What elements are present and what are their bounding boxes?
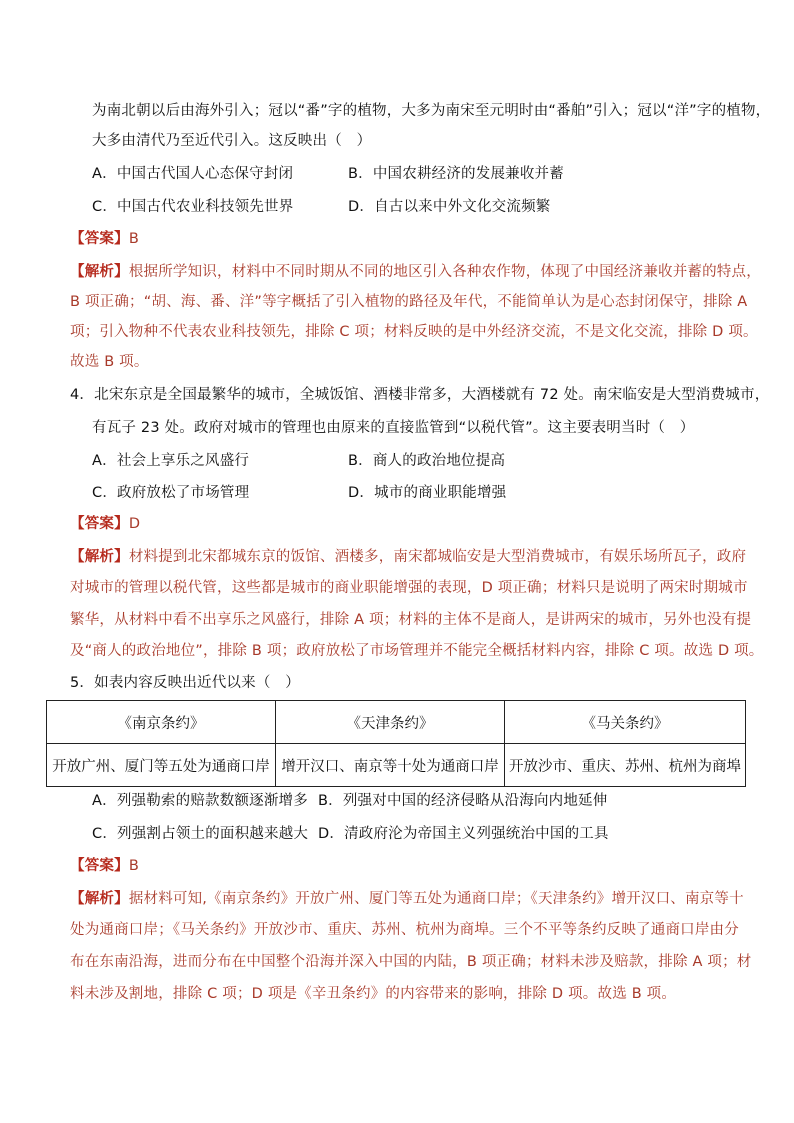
q5-analysis-line3: 布在东南沿海，进而分布在中国整个沿海并深入中国的内陆，B 项正确；材料未涉及赔款，排除 A 项；材: [70, 954, 752, 970]
answer-value: B: [128, 858, 139, 874]
answer-tag: 【答案】: [70, 858, 129, 874]
q3-stem-line1: 为南北朝以后由海外引入；冠以“番”字的植物，大多为南宋至元明时由“番舶”引入；冠以“洋”字的植物，: [92, 103, 771, 119]
treaty-table: [46, 700, 746, 787]
answer-value: B: [128, 231, 139, 247]
analysis-tag: 【解析】: [70, 891, 129, 907]
q4-stem-line1: 4．北宋东京是全国最繁华的城市，全城饭馆、酒楼非常多，大酒楼就有 72 处。南宋临安是大型消费城市，: [70, 387, 770, 403]
q4-option-a: A．社会上享乐之风盛行: [92, 453, 250, 469]
q5-option-c: C．列强割占领土的面积越来越大: [92, 826, 309, 842]
answer-tag: 【答案】: [70, 231, 129, 247]
q4-answer: [70, 514, 140, 534]
answer-value: D: [128, 516, 141, 532]
q4-option-d: D．城市的商业职能增强: [348, 485, 507, 501]
q5-answer: [70, 856, 139, 876]
q3-analysis-line3: 项；引入物种不代表农业科技领先，排除 C 项；材料反映的是中外经济交流，不是文化交流，排除 D 项。: [70, 324, 758, 340]
q3-analysis-line1: [70, 262, 761, 282]
q4-stem-line2: 有瓦子 23 处。政府对城市的管理也由原来的直接监管到“以税代管”。这主要表明当时（ ）: [92, 420, 695, 436]
q5-option-a: A．列强勒索的赔款数额逐渐增多: [92, 793, 308, 809]
q4-option-c: C．政府放松了市场管理: [92, 485, 250, 501]
table-header-cell: 《天津条约》: [276, 701, 505, 744]
q3-analysis-line2: B 项正确；“胡、海、番、洋”等字概括了引入植物的路径及年代，不能简单认为是心态封闭保守，排除 A: [70, 294, 748, 310]
table-header-row: [47, 701, 746, 744]
q5-stem: 5．如表内容反映出近代以来（ ）: [70, 675, 300, 691]
q3-analysis-line4: 故选 B 项。: [70, 354, 149, 370]
q5-analysis-line2: 处为通商口岸；《马关条约》开放沙市、重庆、苏州、杭州为商埠。三个不平等条约反映了通商口岸由分: [70, 922, 739, 938]
q3-answer: [70, 229, 139, 249]
q4-analysis-line2: 对城市的管理以税代管，这些都是城市的商业职能增强的表现，D 项正确；材料只是说明了两宋时期城市: [70, 580, 748, 596]
table-row: [47, 744, 746, 787]
q4-analysis-line4: 及“商人的政治地位”，排除 B 项；政府放松了市场管理并不能完全概括材料内容，排除 C 项。故选 D 项。: [70, 643, 764, 659]
answer-tag: 【答案】: [70, 516, 129, 532]
q4-option-b: B．商人的政治地位提高: [348, 453, 506, 469]
q3-option-b: B．中国农耕经济的发展兼收并蓄: [348, 166, 564, 182]
q5-analysis-line1: [70, 889, 744, 909]
q5-option-b: B．列强对中国的经济侵略从沿海向内地延伸: [318, 793, 608, 809]
q3-stem-line2: 大多由清代乃至近代引入。这反映出（ ）: [92, 133, 372, 149]
analysis-text: 材料提到北宋都城东京的饭馆、酒楼多，南宋都城临安是大型消费城市，有娱乐场所瓦子，政府: [128, 549, 747, 565]
q5-analysis-line4: 料未涉及割地，排除 C 项；D 项是《辛丑条约》的内容带来的影响，排除 D 项。故选 B 项。: [70, 986, 677, 1002]
analysis-text: 据材料可知,《南京条约》开放广州、厦门等五处为通商口岸；《天津条约》增开汉口、南京等十: [128, 891, 744, 907]
analysis-tag: 【解析】: [70, 549, 129, 565]
q3-option-c: C．中国古代农业科技领先世界: [92, 199, 294, 215]
q4-analysis-line3: 繁华，从材料中看不出享乐之风盛行，排除 A 项；材料的主体不是商人，是讲两宋的城市，另外也没有提: [70, 612, 752, 628]
q4-analysis-line1: [70, 547, 746, 567]
table-cell: 开放沙市、重庆、苏州、杭州为商埠: [505, 744, 746, 787]
table-cell: 增开汉口、南京等十处为通商口岸: [276, 744, 505, 787]
table-cell: 开放广州、厦门等五处为通商口岸: [47, 744, 276, 787]
q5-option-d: D．清政府沦为帝国主义列强统治中国的工具: [318, 826, 609, 842]
q3-option-a: A．中国古代国人心态保守封闭: [92, 166, 294, 182]
table-header-cell: 《南京条约》: [47, 701, 276, 744]
q3-option-d: D．自古以来中外文化交流频繁: [348, 199, 551, 215]
analysis-tag: 【解析】: [70, 264, 129, 280]
table-header-cell: 《马关条约》: [505, 701, 746, 744]
analysis-text: 根据所学知识，材料中不同时期从不同的地区引入各种农作物，体现了中国经济兼收并蓄的特点，: [128, 264, 761, 280]
